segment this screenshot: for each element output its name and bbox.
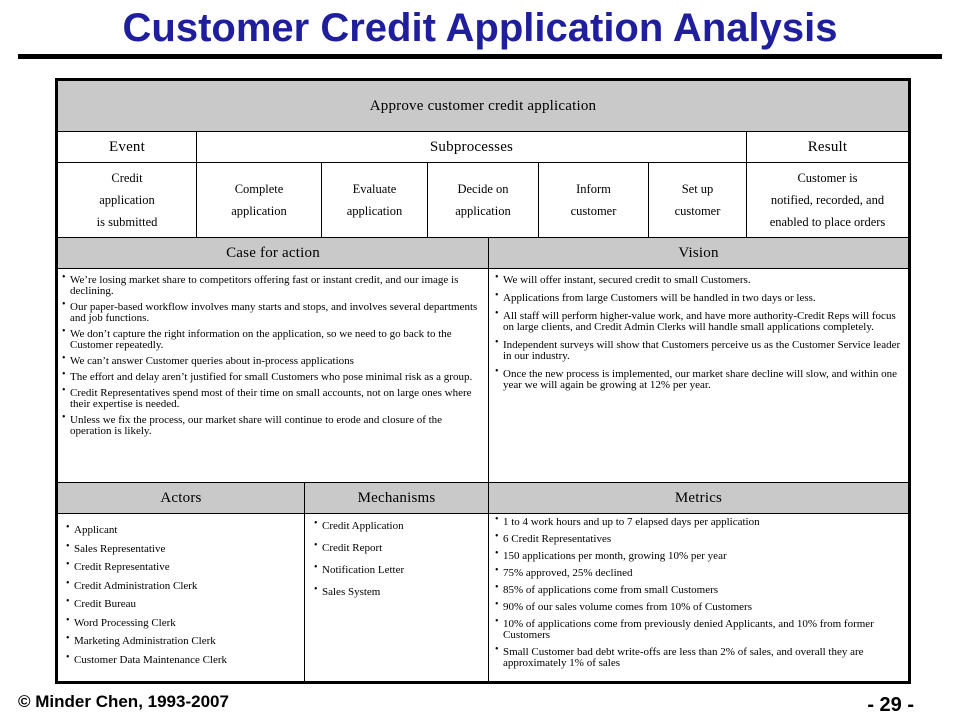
subprocess-line: Set up: [681, 182, 714, 196]
actor-item-text: Credit Administration Clerk: [74, 579, 198, 592]
case-for-action-item: [62, 326, 482, 351]
bullet-icon: •: [62, 299, 66, 310]
vision-item-text: We will offer instant, secured credit to small Customers.: [503, 274, 751, 286]
metric-item: [495, 616, 903, 641]
subprocess-step: [649, 163, 747, 237]
subprocess-step: [322, 163, 428, 237]
subprocess-line: Inform: [576, 182, 611, 196]
actor-item-text: Credit Representative: [74, 561, 170, 573]
page-number: - 29 -: [867, 694, 914, 716]
case-for-action-list: [62, 272, 482, 442]
case-for-action-item-text: We’re losing market share to competitors offering fast or instant credit, and our image is declining.: [70, 274, 459, 297]
metric-item: [495, 531, 903, 545]
bullet-icon: •: [495, 308, 499, 319]
bullet-icon: •: [62, 385, 66, 396]
bullet-icon: •: [66, 614, 70, 626]
case-for-action-item: [62, 272, 482, 297]
mechanism-item: [314, 584, 486, 598]
case-for-action-item-text: We don’t capture the right information on the application, so we need to go back to the Customer repeatedly.: [70, 328, 452, 351]
vision-list: [495, 272, 903, 398]
case-for-action-item-text: The effort and delay aren’t justified for small Customers who pose minimal risk as a group.: [70, 371, 473, 383]
metric-item: [495, 582, 903, 596]
bullet-icon: •: [495, 644, 499, 655]
column-header-row: [58, 132, 908, 163]
actor-item: [66, 614, 302, 629]
title-divider: [18, 54, 942, 59]
bullet-icon: •: [495, 272, 499, 283]
case-for-action-header: Case for action: [58, 238, 489, 268]
actor-item-text: Word Processing Clerk: [74, 616, 176, 629]
mechanism-item-text: Sales System: [322, 586, 381, 598]
subprocess-line: application: [231, 204, 287, 218]
actors-list: [66, 522, 302, 673]
metric-item-text: 85% of applications come from small Customers: [503, 584, 719, 596]
table-heading-row: [58, 81, 908, 132]
metric-item-text: 1 to 4 work hours and up to 7 elapsed days per application: [503, 516, 760, 528]
event-line: Credit: [111, 171, 143, 185]
vision-item: [495, 308, 903, 333]
copyright-footer: © Minder Chen, 1993-2007: [18, 692, 229, 711]
bullet-icon: •: [314, 540, 318, 551]
mechanism-item: [314, 540, 486, 554]
case-for-action-item-text: Unless we fix the process, our market share will continue to erode and closure of the operation is likely.: [70, 414, 443, 437]
subprocess-step: [428, 163, 539, 237]
table-heading: Approve customer credit application: [369, 97, 597, 114]
bullet-icon: •: [495, 616, 499, 627]
result-cell: [747, 163, 908, 237]
vision-header: Vision: [678, 244, 719, 261]
bullet-icon: •: [66, 577, 70, 589]
actor-item: [66, 633, 302, 647]
bullet-icon: •: [495, 337, 499, 348]
subprocess-line: Decide on: [457, 182, 509, 196]
subprocess-step: [197, 163, 322, 237]
actor-item: [66, 559, 302, 573]
vision-item-text: Once the new process is implemented, our market share decline will slow, and within one year we will again be growing at 12% per year.: [503, 368, 897, 391]
vision-item-text: Independent surveys will show that Customers perceive us as the Customer Service leader in our industry.: [503, 339, 901, 362]
metrics-header: Metrics: [674, 489, 723, 506]
subprocess-line: customer: [674, 204, 721, 218]
mechanisms-header: Mechanisms: [305, 483, 489, 513]
result-line: notified, recorded, and: [770, 193, 885, 207]
case-for-action-item-text: We can’t answer Customer queries about in-process applications: [70, 355, 354, 367]
bullet-icon: •: [66, 596, 70, 607]
mechanism-item-text: Credit Report: [322, 542, 383, 554]
bullet-icon: •: [495, 582, 499, 593]
mechanism-item-text: Notification Letter: [322, 564, 405, 576]
subprocess-line: Evaluate: [352, 182, 397, 196]
mechanism-item: [314, 518, 486, 532]
subprocesses-header: Subprocesses: [197, 132, 747, 162]
bullet-icon: •: [66, 559, 70, 570]
metric-item-text: 90% of our sales volume comes from 10% of Customers: [503, 601, 752, 613]
metrics-list: [495, 514, 903, 675]
actor-item-text: Applicant: [74, 524, 118, 536]
analysis-table: [55, 78, 911, 684]
case-for-action-item-text: Our paper-based workflow involves many starts and stops, and involves several departments and job functions.: [70, 301, 478, 324]
bullet-icon: •: [495, 290, 499, 301]
actor-item-text: Sales Representative: [74, 542, 166, 555]
case-vision-body-row: [58, 269, 908, 483]
metric-item-text: 75% approved, 25% declined: [503, 567, 633, 579]
bullet-icon: •: [495, 366, 499, 377]
actor-item-text: Customer Data Maintenance Clerk: [74, 653, 228, 666]
bullet-icon: •: [495, 514, 499, 525]
case-for-action-item: [62, 385, 482, 410]
actor-item-text: Marketing Administration Clerk: [74, 635, 216, 647]
bullet-icon: •: [66, 651, 70, 663]
vision-item: [495, 337, 903, 362]
actors-header-row: [58, 483, 908, 514]
subprocess-step: [539, 163, 649, 237]
subprocess-line: application: [455, 204, 511, 218]
actor-item: [66, 522, 302, 536]
bullet-icon: •: [62, 353, 66, 364]
bullet-icon: •: [495, 599, 499, 610]
bullet-icon: •: [66, 633, 70, 644]
subprocess-line: customer: [570, 204, 617, 218]
event-line: is submitted: [96, 215, 158, 229]
case-for-action-item: [62, 299, 482, 324]
bullet-icon: •: [66, 522, 70, 533]
actor-item: [66, 651, 302, 666]
metric-item-text: 150 applications per month, growing 10% per year: [503, 550, 727, 562]
event-line: application: [99, 193, 155, 207]
vision-item: [495, 290, 903, 304]
mechanisms-list: [314, 518, 486, 609]
metric-item-text: 10% of applications come from previously denied Applicants, and 10% from former Customers: [503, 618, 874, 641]
event-header: Event: [58, 132, 197, 162]
metric-item: [495, 644, 903, 669]
metric-item: [495, 565, 903, 579]
bullet-icon: •: [62, 326, 66, 337]
vision-item-text: All staff will perform higher-value work, and have more authority-Credit Reps will focus on large clients, and Credit Admin Clerks will handle small applications completely.: [503, 310, 896, 333]
bullet-icon: •: [495, 548, 499, 559]
actor-item-text: Credit Bureau: [74, 598, 137, 610]
vision-item-text: Applications from large Customers will be handled in two days or less.: [503, 292, 816, 304]
mechanism-item-text: Credit Application: [322, 520, 404, 532]
actors-header: Actors: [58, 483, 305, 513]
metric-item: [495, 599, 903, 613]
case-for-action-item: [62, 353, 482, 367]
subprocess-line: application: [346, 204, 403, 218]
metric-item: [495, 548, 903, 562]
vision-item: [495, 272, 903, 286]
case-vision-header-row: [58, 238, 908, 269]
metric-item: [495, 514, 903, 528]
bullet-icon: •: [62, 412, 66, 423]
result-line: enabled to place orders: [769, 215, 886, 229]
vision-item: [495, 366, 903, 391]
case-for-action-item: [62, 369, 482, 383]
bullet-icon: •: [314, 584, 318, 595]
process-row: [58, 163, 908, 238]
bullet-icon: •: [495, 565, 499, 576]
metric-item-text: Small Customer bad debt write-offs are less than 2% of sales, and overall they are approximately 1% of sales: [503, 646, 864, 669]
metric-item-text: 6 Credit Representatives: [503, 533, 612, 545]
event-cell: [58, 163, 197, 237]
actor-item: [66, 596, 302, 610]
bullet-icon: •: [314, 562, 318, 573]
case-for-action-item: [62, 412, 482, 437]
actors-body-row: [58, 514, 908, 681]
result-line: Customer is: [797, 171, 858, 185]
bullet-icon: •: [62, 369, 66, 380]
slide-title: Customer Credit Application Analysis: [122, 6, 838, 50]
case-for-action-item-text: Credit Representatives spend most of their time on small accounts, not on large ones where their expertise is needed.: [70, 387, 472, 410]
actor-item: [66, 540, 302, 555]
mechanism-item: [314, 562, 486, 576]
result-header: Result: [807, 138, 848, 155]
bullet-icon: •: [66, 540, 70, 552]
actor-item: [66, 577, 302, 592]
bullet-icon: •: [62, 272, 66, 283]
bullet-icon: •: [495, 531, 499, 542]
bullet-icon: •: [314, 518, 318, 529]
subprocess-line: Complete: [234, 182, 284, 196]
